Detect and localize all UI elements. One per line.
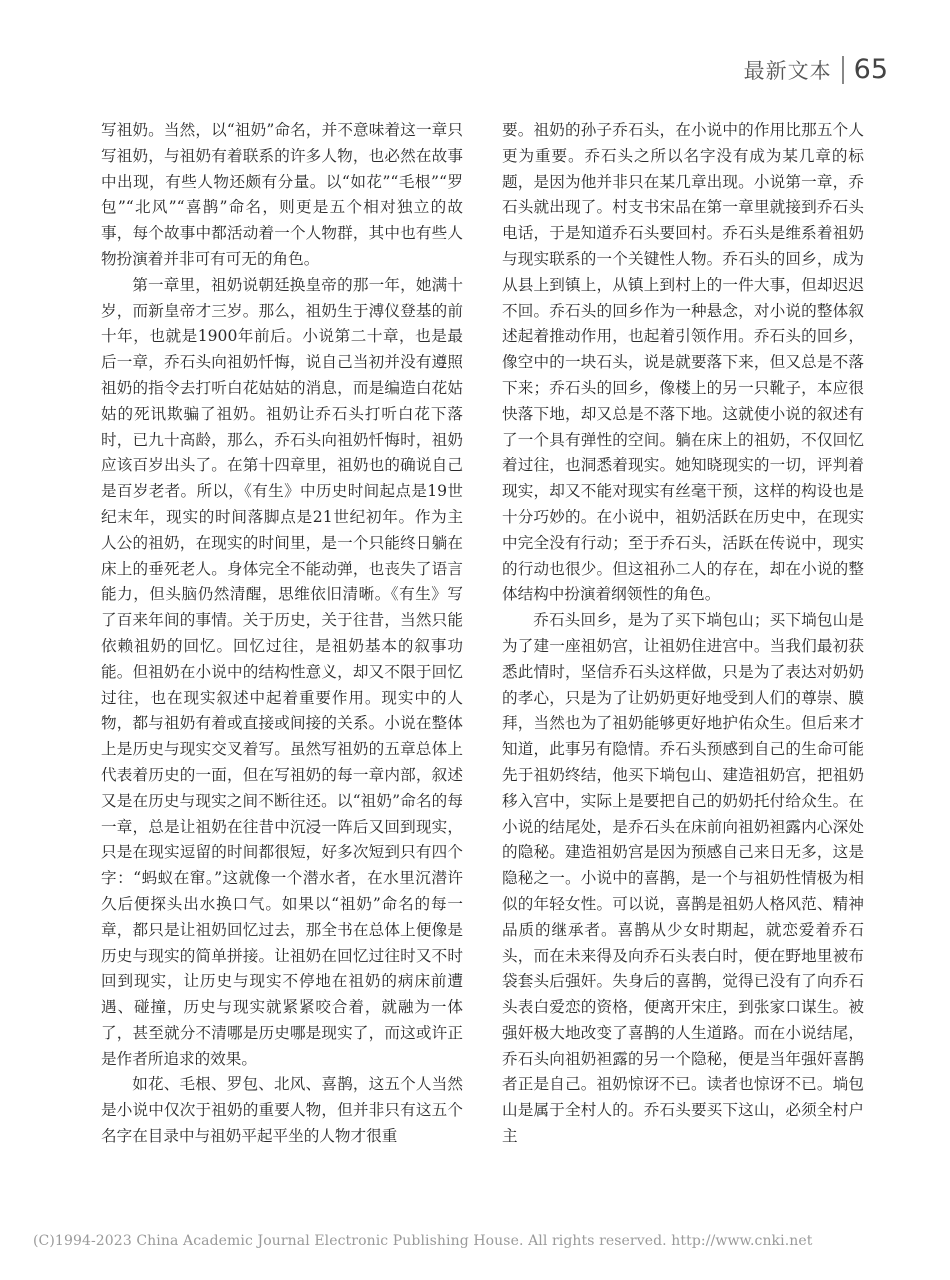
paragraph-continued: 写祖奶。当然，以“祖奶”命名，并不意味着这一章只写祖奶，与祖奶有着联系的许多人物，也必然在故事中出现，有些人物还颇有分量。以“如花”“毛根”“罗包”“北风”“喜鹊”命名，则更是五个相对独立的故事，每个故事中都活动着一个人物群，其中也有些人物扮演着并非可有可无的角色。 <box>101 121 463 268</box>
paragraph: 乔石头回乡，是为了买下埫包山；买下埫包山是为了建一座祖奶宫，让祖奶住进宫中。当我们最初获悉此情时，坚信乔石头这样做，只是为了表达对奶奶的孝心，只是为了让奶奶更好地受到人们的尊崇、膜拜，当然也为了祖奶能够更好地护佑众生。但后来才知道，此事另有隐情。乔石头预感到自己的生命可能先于祖奶终结，他买下埫包山、建造祖奶宫，把祖奶移入宫中，实际上是要把自己的奶奶托付给众生。在小说的结尾处，是乔石头在床前向祖奶袒露内心深处的隐秘。建造祖奶宫是因为预感自己来日无多，这是隐秘之一。小说中的喜鹊，是一个与祖奶性情极为相似的年轻女性。可以说，喜鹊是祖奶人格风范、精神品质的继承者。喜鹊从少女时期起，就恋爱着乔石头，而在未来得及向乔石头表白时，便在野地里被布袋套头后强奸。失身后的喜鹊，觉得已没有了向乔石头表白爱恋的资格，便离开宋庄，到张家口谋生。被强奸极大地改变了喜鹊的人生道路。而在小说结尾，乔石头向祖奶袒露的另一个隐秘，便是当年强奸喜鹊者正是自己。祖奶惊讶不已。读者也惊讶不已。埫包山是属于全村人的。乔石头要买下这山，必须全村户主 <box>502 611 864 1146</box>
running-header <box>744 54 888 85</box>
section-title: 最新文本 <box>743 58 832 83</box>
page-number: 65 <box>853 54 888 85</box>
header-divider <box>842 56 844 84</box>
copyright-footer: (C)1994-2023 China Academic Journal Electronic Publishing House. All rights reserved. http://www.cnki.net <box>33 1233 813 1249</box>
paragraph-continued: 要。祖奶的孙子乔石头，在小说中的作用比那五个人更为重要。乔石头之所以名字没有成为某几章的标题，是因为他并非只在某几章出现。小说第一章，乔石头就出现了。村支书宋品在第一章里就接到乔石头电话，于是知道乔石头要回村。乔石头是维系着祖奶与现实联系的一个关键性人物。乔石头的回乡，成为从县上到镇上，从镇上到村上的一件大事，但却迟迟不回。乔石头的回乡作为一种悬念，对小说的整体叙述起着推动作用，也起着引领作用。乔石头的回乡，像空中的一块石头，说是就要落下来，但又总是不落下来；乔石头的回乡，像楼上的另一只靴子，本应很快落下地，却又总是不落下地。这就使小说的叙述有了一个具有弹性的空间。躺在床上的祖奶，不仅回忆着过往，也洞悉着现实。她知晓现实的一切，评判着现实，却又不能对现实有丝毫干预，这样的构设也是十分巧妙的。在小说中，祖奶活跃在历史中，在现实中完全没有行动；至于乔石头，活跃在传说中，现实的行动也很少。但这祖孙二人的存在，却在小说的整体结构中扮演着纲领性的角色。 <box>502 121 864 604</box>
paragraph: 如花、毛根、罗包、北风、喜鹊，这五个人当然是小说中仅次于祖奶的重要人物，但并非只有这五个名字在目录中与祖奶平起平坐的人物才很重 <box>101 1075 463 1146</box>
right-column <box>502 118 864 1150</box>
left-column <box>101 118 463 1150</box>
paragraph: 第一章里，祖奶说朝廷换皇帝的那一年，她满十岁，而新皇帝才三岁。那么，祖奶生于溥仪登基的前十年，也就是1900年前后。小说第二十章，也是最后一章，乔石头向祖奶忏悔，说自己当初并没有遵照祖奶的指令去打听白花姑姑的消息，而是编造白花姑姑的死讯欺骗了祖奶。祖奶让乔石头打听白花下落时，已九十高龄，那么，乔石头向祖奶忏悔时，祖奶应该百岁出头了。在第十四章里，祖奶也的确说自己是百岁老者。所以，《有生》中历史时间起点是19世纪末年，现实的时间落脚点是21世纪初年。作为主人公的祖奶，在现实的时间里，是一个只能终日躺在床上的垂死老人。身体完全不能动弹，也丧失了语言能力，但头脑仍然清醒，思维依旧清晰。《有生》写了百来年间的事情。关于历史，关于往昔，当然只能依赖祖奶的回忆。回忆过往，是祖奶基本的叙事功能。但祖奶在小说中的结构性意义，却又不限于回忆过往，也在现实叙述中起着重要作用。现实中的人物，都与祖奶有着或直接或间接的关系。小说在整体上是历史与现实交叉着写。虽然写祖奶的五章总体上代表着历史的一面，但在写祖奶的每一章内部，叙述又是在历史与现实之间不断往还。以“祖奶”命名的每一章，总是让祖奶在往昔中沉浸一阵后又回到现实，只是在现实逗留的时间都很短，好多次短到只有四个字：“蚂蚁在窜。”这就像一个潜水者，在水里沉潜许久后便探头出水换口气。如果以“祖奶”命名的每一章，都只是让祖奶回忆过去，那全书在总体上便像是历史与现实的简单拼接。让祖奶在回忆过往时又不时回到现实，让历史与现实不停地在祖奶的病床前遭遇、碰撞，历史与现实就紧紧咬合着，就融为一体了，甚至就分不清哪是历史哪是现实了，而这或许正是作者所追求的效果。 <box>101 275 463 1068</box>
